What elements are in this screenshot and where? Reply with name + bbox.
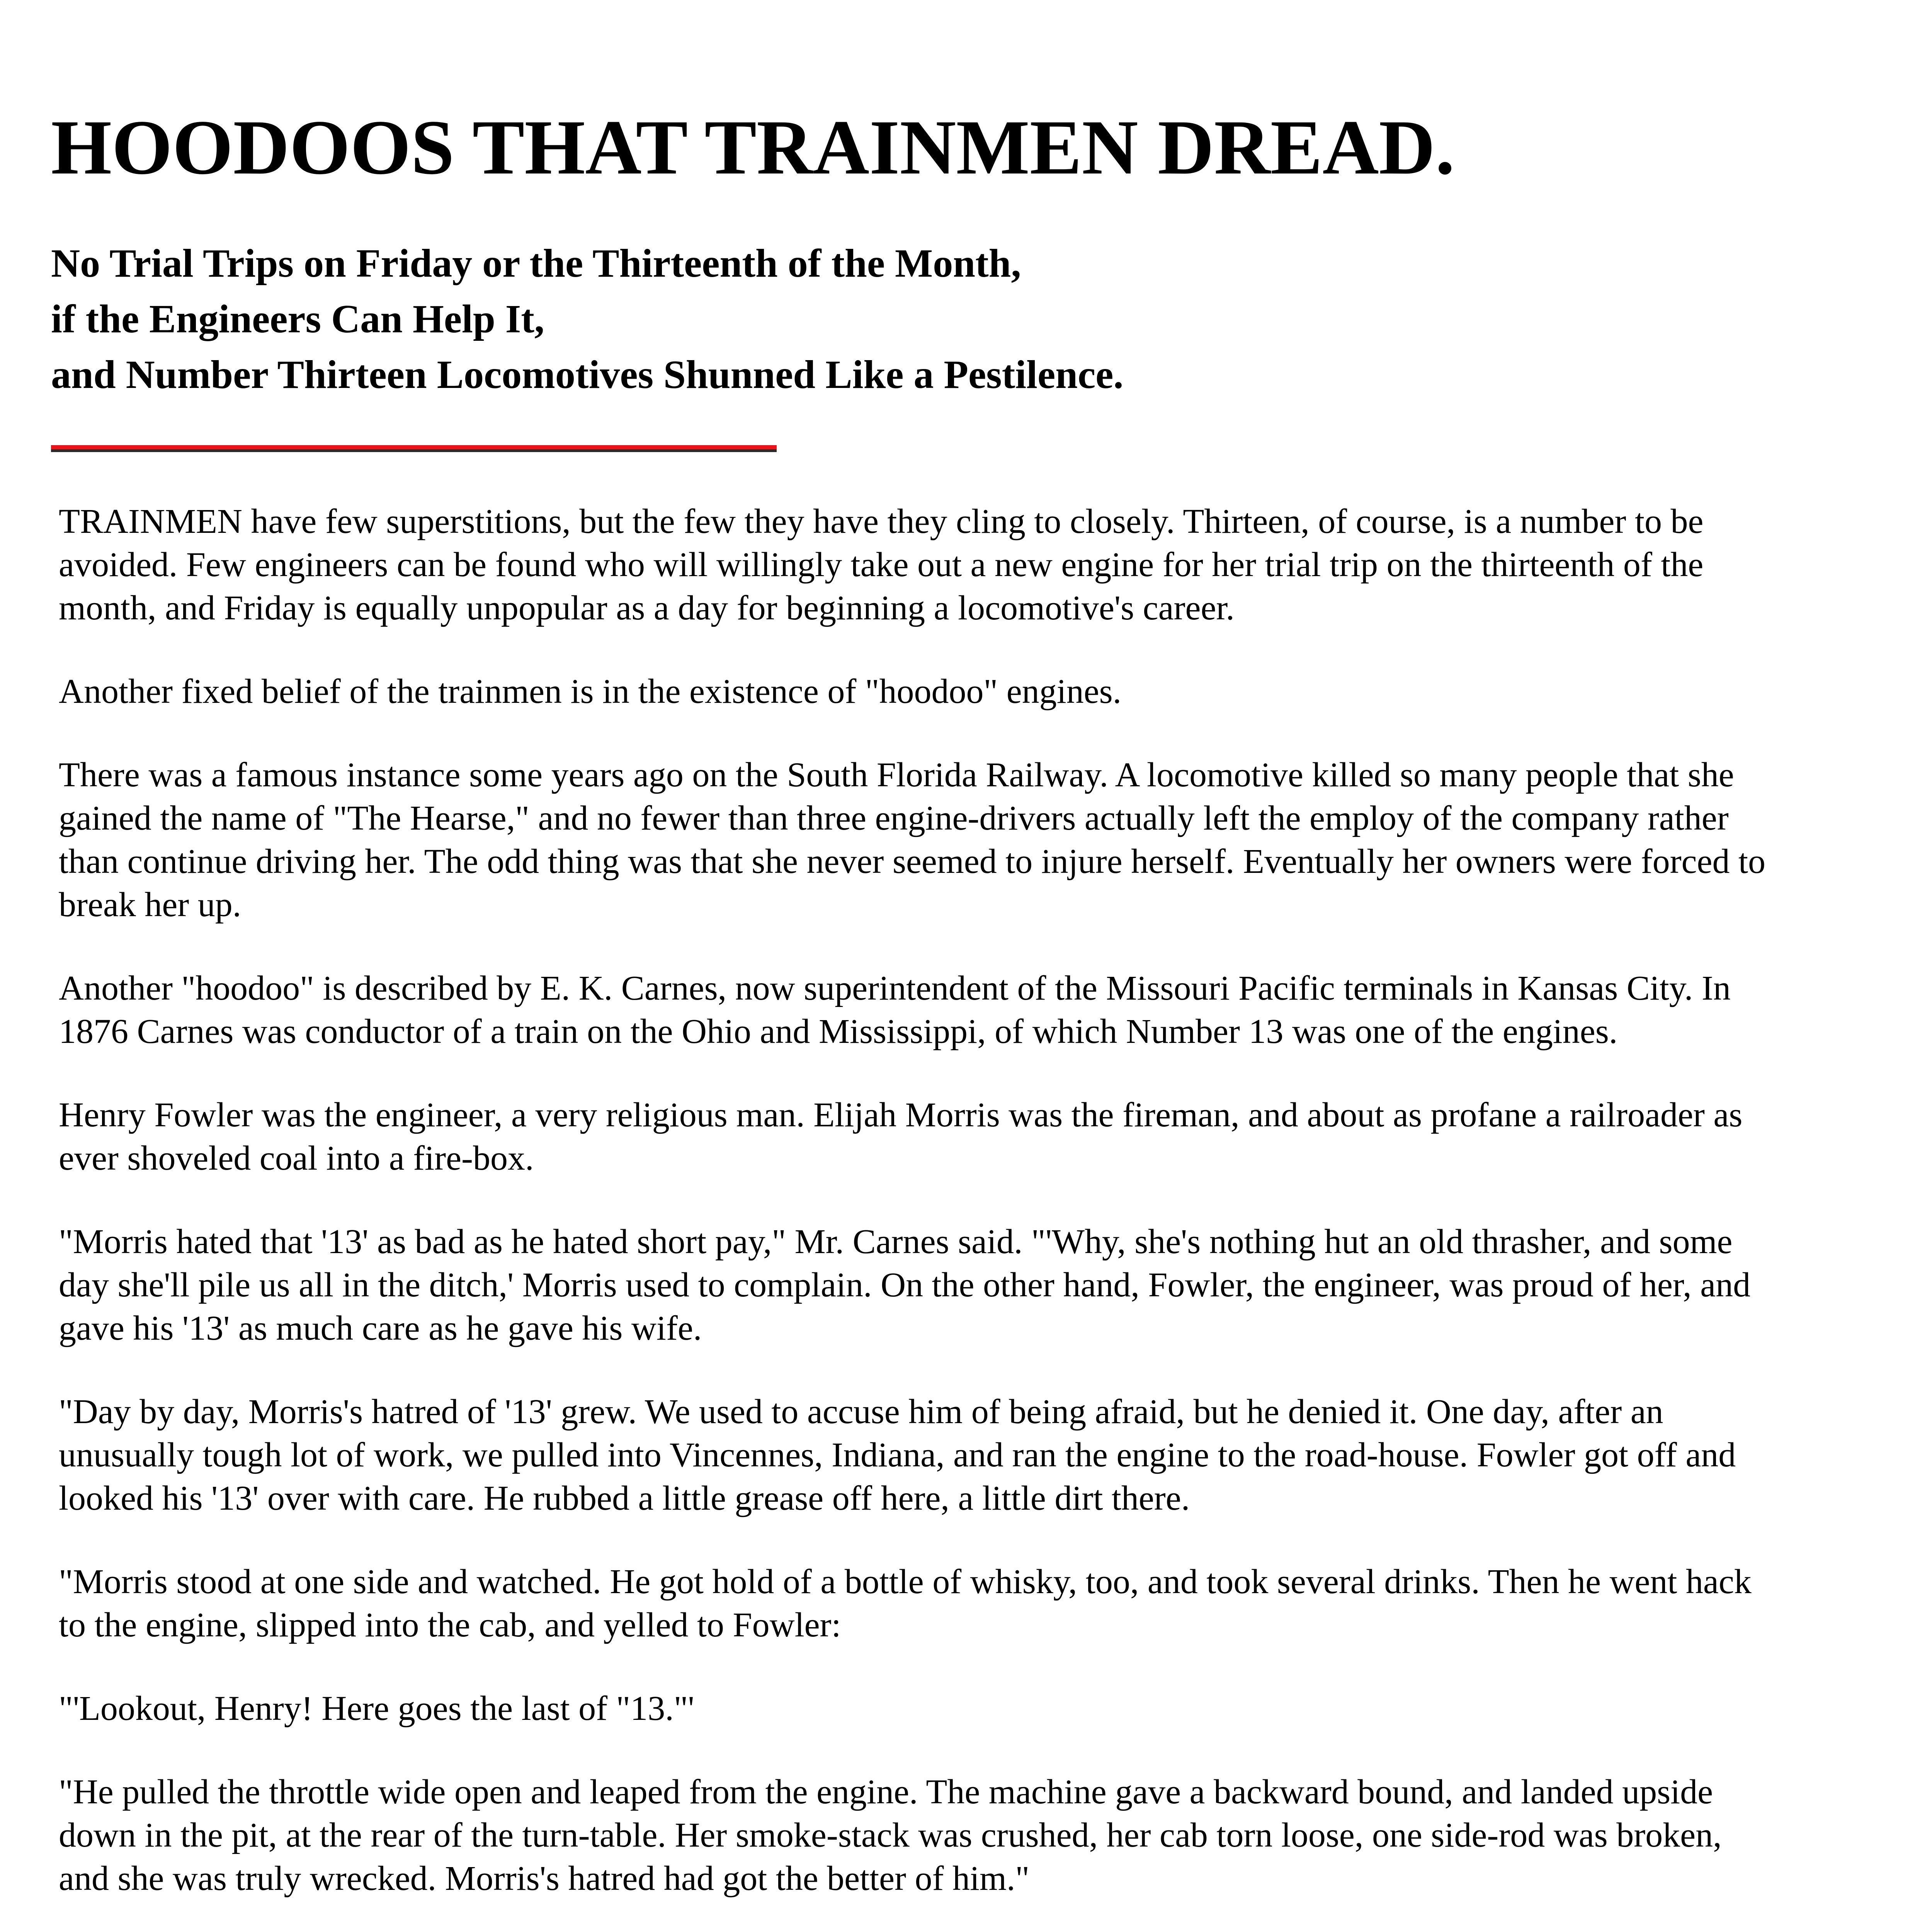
paragraph: "Morris hated that '13' as bad as he hated short pay," Mr. Carnes said. "'Why, she's nothing hut an old thrasher, and some day she'll pile us all in the ditch,' Morris used to complain. On the other hand, Fowler, the engineer, was proud of her, and gave his '13' as much care as he gave his wife.: [59, 1223, 1751, 1348]
paragraph: Another "hoodoo" is described by E. K. Carnes, now superintendent of the Missouri Pacific terminals in Kansas City. In 1876 Carnes was conductor of a train on the Ohio and Mississippi, of which Number 13 was one of the engines.: [59, 969, 1731, 1051]
headline: HOODOOS THAT TRAINMEN DREAD.: [51, 104, 1455, 190]
paragraph: "He pulled the throttle wide open and leaped from the engine. The machine gave a backward bound, and landed upside down in the pit, at the rear of the turn-table. Her smoke-stack was crushed, her cab torn loose, one side-rod was broken, and she was truly wrecked. Morris's hatred had got the better of him.": [59, 1773, 1722, 1898]
paragraph: "Day by day, Morris's hatred of '13' grew. We used to accuse him of being afraid, but he denied it. One day, after an unusually tough lot of work, we pulled into Vincennes, Indiana, and ran the engine to the road-house. Fowler got off and looked his '13' over with care. He rubbed a little grease off here, a little dirt there.: [59, 1393, 1736, 1518]
paragraph: "Morris stood at one side and watched. He got hold of a bottle of whisky, too, and took several drinks. Then he went hack to the engine, slipped into the cab, and yelled to Fowler:: [59, 1563, 1752, 1645]
article-body: [59, 500, 1767, 1932]
top-divider: [51, 445, 777, 452]
paragraph: Henry Fowler was the engineer, a very religious man. Elijah Morris was the fireman, and about as profane a railroader as ever shoveled coal into a fire-box.: [59, 1096, 1743, 1178]
paragraph: Another fixed belief of the trainmen is in the existence of "hoodoo" engines.: [59, 672, 1122, 711]
article-page: [51, 104, 1790, 1932]
subheadline-line: if the Engineers Can Help It,: [51, 297, 544, 342]
subheadline-line: No Trial Trips on Friday or the Thirteenth of the Month,: [51, 241, 1021, 286]
subheadline: [51, 236, 1790, 403]
paragraph: "'Lookout, Henry! Here goes the last of "13."': [59, 1689, 694, 1728]
paragraph: There was a famous instance some years ago on the South Florida Railway. A locomotive killed so many people that she gained the name of "The Hearse," and no fewer than three engine-drivers actually left the employ of the company rather than continue driving her. The odd thing was that she never seemed to injure herself. Eventually her owners were forced to break her up.: [59, 756, 1765, 924]
subheadline-line: and Number Thirteen Locomotives Shunned Like a Pestilence.: [51, 352, 1124, 397]
paragraph: TRAINMEN have few superstitions, but the few they have they cling to closely. Thirteen, of course, is a number to be avoided. Few engineers can be found who will willingly take out a new engine for her trial trip on the thirteenth of the month, and Friday is equally unpopular as a day for beginning a locomotive's career.: [59, 502, 1704, 628]
